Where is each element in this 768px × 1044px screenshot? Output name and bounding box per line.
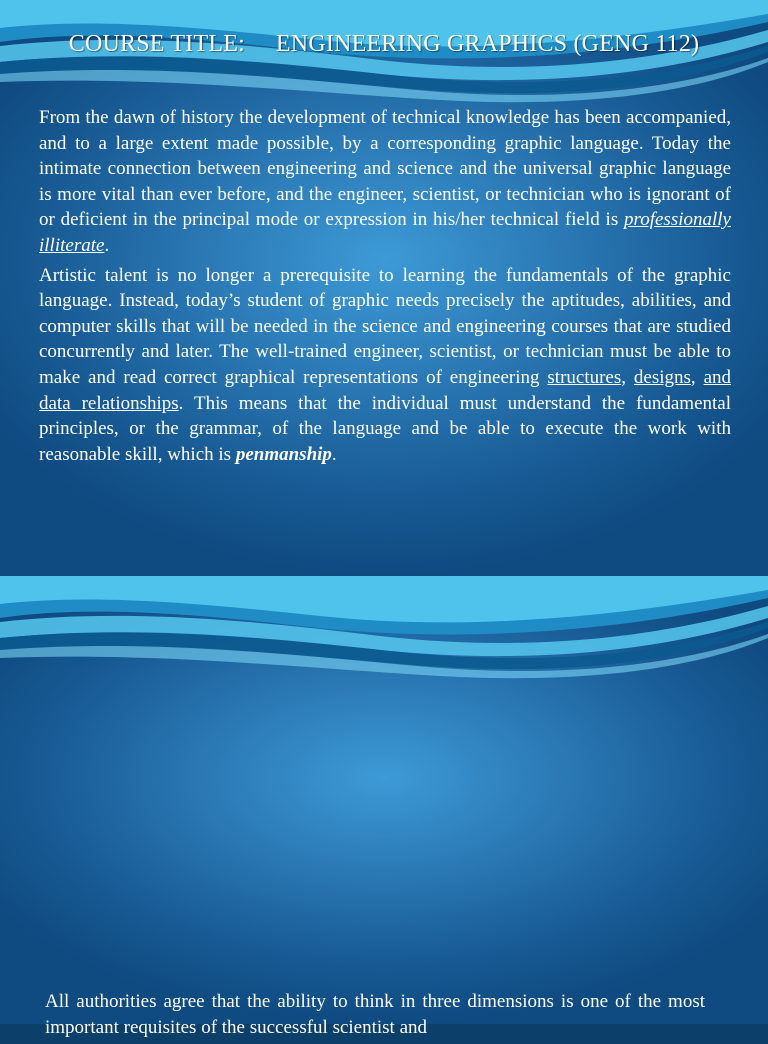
separator-1: , [621,366,634,388]
wave-header-decoration-2 [0,576,768,686]
separator-2: , [690,366,704,388]
professionally-illiterate-link[interactable]: professionally illiterate [39,209,731,256]
paragraph-1-text: From the dawn of history the development of technical knowledge has been accompanied, and to a large extent made possible, by a corresponding graphic language. Today the intimate connection between engineering and science and the universal graphic language is more vital than ever before, and the engineer, scientist, or technician who is ignorant of or deficient in the principal mode or expression in his/her technical field is [39,107,731,231]
penmanship-emphasis: penmanship [235,443,332,465]
paragraph-1-end: . [104,234,110,256]
paragraph-graphic-language [39,105,731,259]
slide-1-body [39,105,731,471]
paragraph-2-end: . [331,443,337,465]
paragraph-artistic-talent [39,263,731,468]
paragraph-2-text-b: . This means that the individual must understand the fundamental principles, or the grammar, of the language and be able to execute the work with reasonable skill, which is [39,392,731,465]
slide-2 [0,576,768,1024]
designs-link[interactable]: designs [633,366,691,388]
slide-2-body [45,989,705,1044]
paragraph-2-text-a: Artistic talent is no longer a prerequisite to learning the fundamentals of the graphic language. Instead, today’s student of graphic needs precisely the aptitudes, abilities, and computer skills that will be needed in the science and engineering courses that are studied concurrently and later. The well-trained engineer, scientist, or technician must be able to make and read correct graphical representations of engineering [39,264,731,388]
slide-title: COURSE TITLE: ENGINEERING GRAPHICS (GENG 112) [68,31,700,57]
structures-link[interactable]: structures [547,366,622,388]
data-relationships-link[interactable]: and data relationships [39,366,732,414]
paragraph-three-dimensions: All authorities agree that the ability to think in three dimensions is one of the most important requisites of the successful scientist and [45,991,705,1038]
